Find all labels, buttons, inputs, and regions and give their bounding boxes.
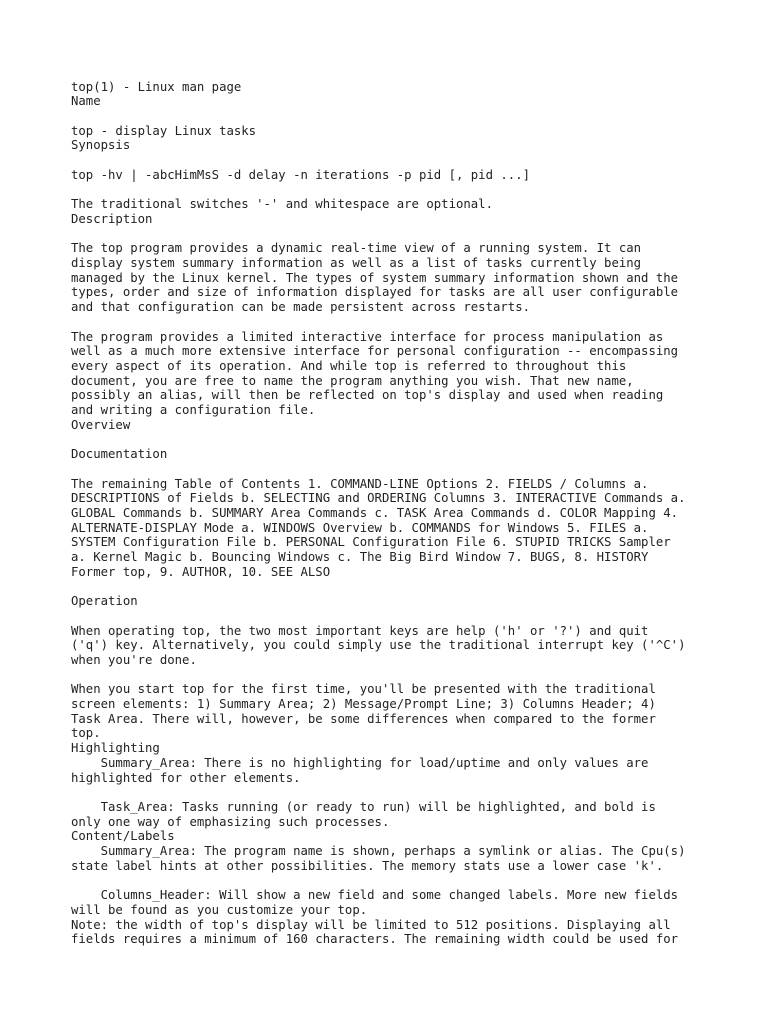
blank-line <box>71 432 751 447</box>
text-line: Highlighting <box>71 741 160 756</box>
blank-line <box>71 873 751 888</box>
text-line: ALTERNATE-DISPLAY Mode a. WINDOWS Overview b. COMMANDS for Windows 5. FILES a. <box>71 520 649 535</box>
text-line: only one way of emphasizing such processes. <box>71 814 390 829</box>
text-line: and that configuration can be made persistent across restarts. <box>71 300 531 315</box>
text-line: SYSTEM Configuration File b. PERSONAL Configuration File 6. STUPID TRICKS Sampler <box>71 535 671 550</box>
text-line: top - display Linux tasks <box>71 123 257 138</box>
text-line: top(1) - Linux man page <box>71 79 242 94</box>
text-line: a. Kernel Magic b. Bouncing Windows c. The Big Bird Window 7. BUGS, 8. HISTORY <box>71 550 649 565</box>
text-line: Summary_Area: There is no highlighting for load/uptime and only values are <box>71 755 649 770</box>
text-line: Task_Area: Tasks running (or ready to run) will be highlighted, and bold is <box>71 799 656 814</box>
text-line: The traditional switches '-' and whitespace are optional. <box>71 197 493 212</box>
document-body <box>71 65 751 947</box>
text-line: Former top, 9. AUTHOR, 10. SEE ALSO <box>71 564 331 579</box>
text-line: Note: the width of top's display will be limited to 512 positions. Displaying all <box>71 917 671 932</box>
text-line: When you start top for the first time, you'll be presented with the traditional <box>71 682 656 697</box>
blank-line <box>71 65 751 80</box>
text-line: will be found as you customize your top. <box>71 902 368 917</box>
text-line: The program provides a limited interactive interface for process manipulation as <box>71 329 664 344</box>
blank-line <box>71 153 751 168</box>
text-line: screen elements: 1) Summary Area; 2) Message/Prompt Line; 3) Columns Header; 4) <box>71 697 656 712</box>
text-line: DESCRIPTIONS of Fields b. SELECTING and ORDERING Columns 3. INTERACTIVE Commands a. <box>71 491 686 506</box>
text-line: state label hints at other possibilities. The memory stats use a lower case 'k'. <box>71 858 664 873</box>
text-line: top. <box>71 726 101 741</box>
text-line: when you're done. <box>71 652 197 667</box>
blank-line <box>71 462 751 477</box>
blank-line <box>71 315 751 330</box>
blank-line <box>71 609 751 624</box>
text-line: Task Area. There will, however, be some differences when compared to the former <box>71 711 656 726</box>
text-line: every aspect of its operation. And while top is referred to throughout this <box>71 358 627 373</box>
text-line: top -hv | -abcHimMsS -d delay -n iterations -p pid [, pid ...] <box>71 167 531 182</box>
blank-line <box>71 183 751 198</box>
man-page-document <box>71 65 751 947</box>
blank-line <box>71 785 751 800</box>
blank-line <box>71 109 751 124</box>
blank-line <box>71 579 751 594</box>
text-line: Content/Labels <box>71 829 175 844</box>
text-line: Overview <box>71 417 131 432</box>
text-line: possibly an alias, will then be reflected on top's display and used when reading <box>71 388 664 403</box>
text-line: document, you are free to name the program anything you wish. That new name, <box>71 373 634 388</box>
text-line: Operation <box>71 594 138 609</box>
text-line: Description <box>71 211 153 226</box>
text-line: When operating top, the two most important keys are help ('h' or '?') and quit <box>71 623 649 638</box>
text-line: well as a much more extensive interface for personal configuration -- encompassing <box>71 344 679 359</box>
text-line: GLOBAL Commands b. SUMMARY Area Commands c. TASK Area Commands d. COLOR Mapping 4. <box>71 505 679 520</box>
text-line: Summary_Area: The program name is shown, perhaps a symlink or alias. The Cpu(s) <box>71 844 686 859</box>
blank-line <box>71 227 751 242</box>
text-line: and writing a configuration file. <box>71 403 316 418</box>
text-line: types, order and size of information displayed for tasks are all user configurable <box>71 285 679 300</box>
text-line: fields requires a minimum of 160 characters. The remaining width could be used for <box>71 932 679 947</box>
text-line: display system summary information as well as a list of tasks currently being <box>71 256 642 271</box>
text-line: Columns_Header: Will show a new field and some changed labels. More new fields <box>71 888 679 903</box>
text-line: highlighted for other elements. <box>71 770 301 785</box>
text-line: managed by the Linux kernel. The types of system summary information shown and the <box>71 270 679 285</box>
text-line: The top program provides a dynamic real-time view of a running system. It can <box>71 241 642 256</box>
text-line: The remaining Table of Contents 1. COMMAND-LINE Options 2. FIELDS / Columns a. <box>71 476 649 491</box>
text-line: Synopsis <box>71 138 131 153</box>
text-line: Documentation <box>71 447 168 462</box>
blank-line <box>71 668 751 683</box>
text-line: Name <box>71 94 101 109</box>
text-line: ('q') key. Alternatively, you could simply use the traditional interrupt key ('^C') <box>71 638 686 653</box>
